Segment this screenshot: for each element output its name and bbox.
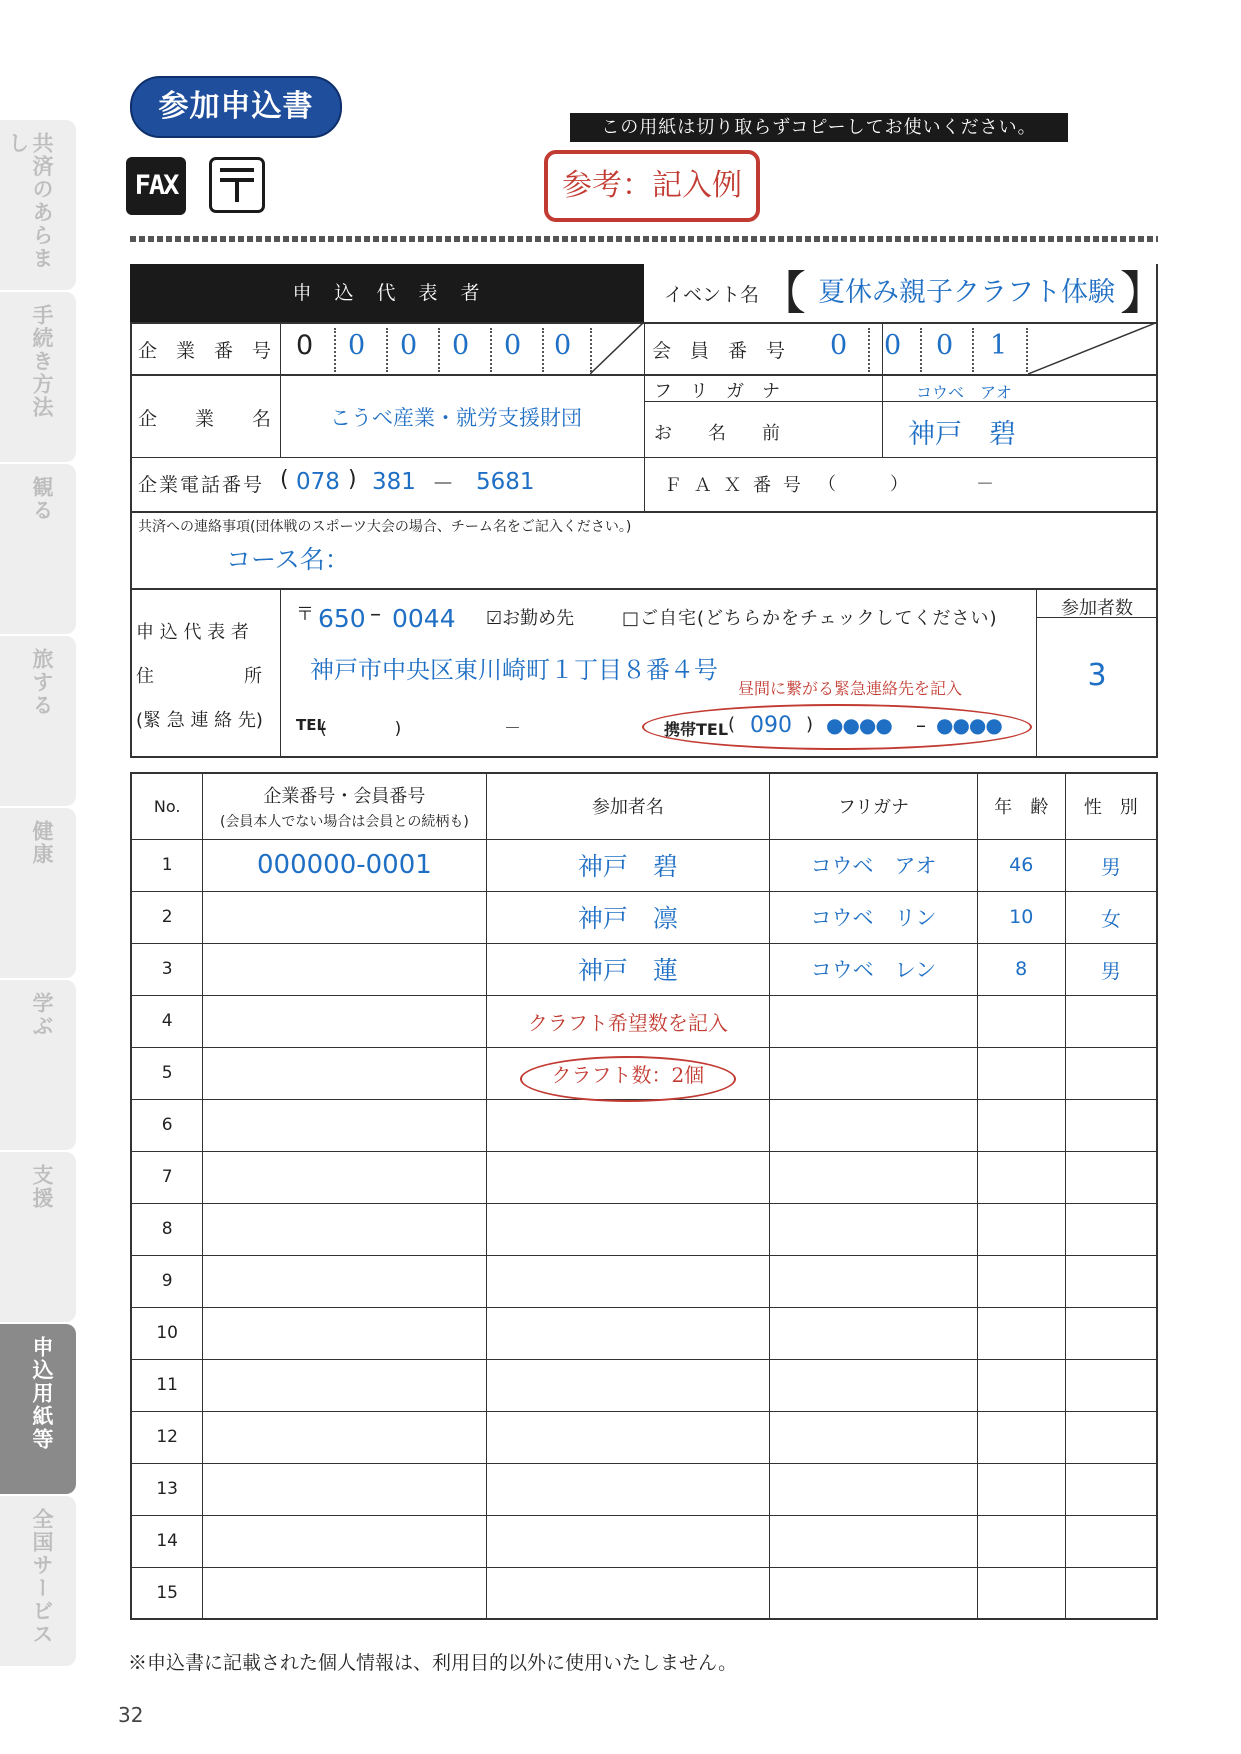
event-bracket-left: 【 (760, 266, 806, 320)
header-id (203, 773, 486, 839)
checkbox-home[interactable]: □ご自宅(どちらかをチェックしてください) (622, 608, 998, 629)
mobile-last-value: ●●●● (936, 713, 1002, 737)
craft-count-oval (520, 1056, 736, 1102)
participant-kana: コウベ レン (770, 943, 978, 995)
participant-row (131, 891, 1157, 943)
participant-id (203, 943, 486, 995)
participant-row (131, 1203, 1157, 1255)
participant-id (203, 1203, 486, 1255)
member-no-slash (1028, 322, 1158, 374)
side-tab-5[interactable] (0, 808, 76, 978)
participants-count-value: 3 (1087, 658, 1107, 693)
participant-name: 神戸 蓮 (486, 943, 770, 995)
participant-id (203, 1307, 486, 1359)
participant-name: クラフト希望数を記入 (486, 995, 770, 1047)
participant-id (203, 1359, 486, 1411)
participant-kana (770, 1151, 978, 1203)
header-no: No. (131, 773, 203, 839)
participant-kana (770, 1255, 978, 1307)
side-tab-label: 申込用紙等 (30, 1336, 54, 1451)
company-tel-label: 企業電話番号 (138, 474, 265, 496)
participant-sex (1065, 995, 1157, 1047)
participant-row (131, 1463, 1157, 1515)
fax-no-label: Ｆ Ａ Ｘ 番 号 (664, 475, 804, 496)
header-name: 参加者名 (486, 773, 770, 839)
participant-id (203, 1255, 486, 1307)
mobile-label: 携帯TEL (664, 720, 729, 739)
participant-name (486, 1359, 770, 1411)
participant-no: 14 (131, 1515, 203, 1567)
mobile-dash: – (916, 713, 926, 737)
participant-sex (1065, 1567, 1157, 1619)
header-id-title: 企業番号・会員番号 (263, 785, 426, 807)
participant-kana (770, 1359, 978, 1411)
participant-age (977, 1515, 1065, 1567)
participant-name: 神戸 凛 (486, 891, 770, 943)
tel-close-paren: ) (348, 467, 357, 492)
tel-small-label: TEL (296, 716, 327, 734)
participant-age (977, 1203, 1065, 1255)
side-tab-label: 手続き方法 (30, 304, 54, 419)
postal-mark: 〒 (296, 604, 314, 625)
participant-name (486, 1567, 770, 1619)
representative-section (130, 264, 1166, 758)
postal-code-2: 0044 (392, 604, 456, 633)
cut-line (130, 236, 1158, 242)
header-age: 年 齢 (977, 773, 1065, 839)
postal-dash: – (370, 602, 381, 627)
participant-sex (1065, 1099, 1157, 1151)
participant-age: 46 (977, 839, 1065, 891)
participant-kana (770, 1463, 978, 1515)
participant-name (486, 1411, 770, 1463)
company-no-digit-2: 0 (400, 330, 418, 361)
participant-id (203, 891, 486, 943)
tel-last-value: 5681 (476, 469, 535, 495)
participant-no: 3 (131, 943, 203, 995)
participant-kana (770, 1099, 978, 1151)
page-number: 32 (118, 1703, 144, 1727)
participant-age: 10 (977, 891, 1065, 943)
participant-no: 5 (131, 1047, 203, 1099)
company-no-digit-3: 0 (452, 330, 470, 361)
tel-dash: － (432, 472, 455, 497)
participant-kana (770, 1307, 978, 1359)
example-label: 参考：記入例 (562, 168, 742, 203)
participant-row (131, 1567, 1157, 1619)
side-tab-3[interactable] (0, 464, 76, 634)
name-label: お 名 前 (654, 423, 780, 444)
side-tab-2[interactable] (0, 292, 76, 462)
participants-table (130, 772, 1158, 1620)
participant-name: 神戸 碧 (486, 839, 770, 891)
side-tab-1[interactable] (0, 120, 76, 290)
participant-row (131, 1515, 1157, 1567)
fax-no-paren: （ ） (818, 474, 908, 495)
company-name-value: こうべ産業・就労支援財団 (330, 406, 582, 430)
participant-no: 15 (131, 1567, 203, 1619)
postal-mark-icon (209, 157, 265, 213)
side-tab-9[interactable] (0, 1496, 76, 1666)
member-no-digit-0: 0 (830, 330, 848, 361)
participant-sex (1065, 1463, 1157, 1515)
side-tab-label: 全国サービス (30, 1508, 54, 1646)
participant-kana: コウベ リン (770, 891, 978, 943)
contact-label: 共済への連絡事項(団体戦のスポーツ大会の場合、チーム名をご記入ください。) (138, 519, 632, 535)
participant-kana (770, 1411, 978, 1463)
participant-sex (1065, 1307, 1157, 1359)
side-tab-label: 共済のあらまし (5, 132, 54, 270)
furigana-label: フ リ ガ ナ (654, 381, 780, 402)
participant-kana (770, 1515, 978, 1567)
participant-no: 4 (131, 995, 203, 1047)
participant-sex (1065, 1047, 1157, 1099)
participant-age (977, 1359, 1065, 1411)
participant-name (486, 1515, 770, 1567)
participant-age (977, 1047, 1065, 1099)
name-value: 神戸 碧 (908, 419, 1016, 450)
rep-heading (130, 264, 644, 322)
participant-sex (1065, 1203, 1157, 1255)
postal-code-1: 650 (318, 604, 366, 633)
participant-age (977, 1411, 1065, 1463)
company-name-label: 企 業 名 (138, 408, 272, 430)
participant-row (131, 995, 1157, 1047)
mobile-close-paren: ) (806, 714, 814, 735)
participant-row (131, 839, 1157, 891)
address-label-1: 申 込 代 表 者 (136, 622, 249, 643)
participant-no: 10 (131, 1307, 203, 1359)
participant-no: 9 (131, 1255, 203, 1307)
participant-row (131, 1307, 1157, 1359)
participant-name (486, 1307, 770, 1359)
participant-name (486, 1203, 770, 1255)
event-label: イベント名 (664, 284, 760, 306)
participant-id (203, 1151, 486, 1203)
participant-no: 8 (131, 1203, 203, 1255)
fax-icon-label: FAX (134, 170, 178, 201)
example-box (544, 150, 760, 222)
participant-id (203, 995, 486, 1047)
checkbox-work[interactable]: ☑お勤め先 (486, 608, 575, 629)
participant-sex (1065, 1411, 1157, 1463)
mobile-area-value: 090 (750, 713, 792, 738)
company-no-digit-0: 0 (296, 330, 314, 361)
participant-id (203, 1099, 486, 1151)
side-tab-label: 支援 (30, 1164, 54, 1210)
participant-sex (1065, 1515, 1157, 1567)
event-bracket-right: 】 (1120, 266, 1166, 320)
participant-id (203, 1047, 486, 1099)
participant-sex: 女 (1065, 891, 1157, 943)
participant-sex: 男 (1065, 943, 1157, 995)
member-no-digit-1: 0 (884, 330, 902, 361)
participant-no: 1 (131, 839, 203, 891)
header-kana: フリガナ (770, 773, 978, 839)
participant-name (486, 1099, 770, 1151)
rep-heading-text: 申 込 代 表 者 (292, 282, 482, 304)
address-label-3: (緊 急 連 絡 先) (136, 710, 263, 731)
participant-age (977, 1307, 1065, 1359)
header-sex: 性 別 (1065, 773, 1157, 839)
participant-age (977, 1567, 1065, 1619)
participants-count-label: 参加者数 (1061, 598, 1133, 619)
side-tab-label: 健康 (30, 820, 54, 866)
form-title: 参加申込書 (158, 89, 314, 124)
furigana-value: コウベ アオ (916, 383, 1012, 402)
participant-row (131, 1151, 1157, 1203)
copy-notice-text: この用紙は切り取らずコピーしてお使いください。 (601, 117, 1037, 138)
tel-mid-value: 381 (372, 469, 416, 495)
participant-age (977, 1151, 1065, 1203)
participant-id (203, 1411, 486, 1463)
header-id-note: (会員本人でない場合は会員との続柄も) (219, 813, 469, 830)
company-no-digit-5: 0 (554, 330, 572, 361)
participant-no: 13 (131, 1463, 203, 1515)
participant-kana (770, 1567, 978, 1619)
side-tab-7[interactable] (0, 1152, 76, 1322)
mobile-mid-value: ●●●● (826, 713, 892, 737)
mobile-open-paren: ( (728, 714, 736, 735)
participant-id (203, 1567, 486, 1619)
privacy-note: ※申込書に記載された個人情報は、利用目的以外に使用いたしません。 (128, 1652, 738, 1674)
participant-age (977, 995, 1065, 1047)
company-no-digit-4: 0 (504, 330, 522, 361)
fax-icon (126, 157, 186, 215)
participant-sex (1065, 1255, 1157, 1307)
participant-row (131, 1255, 1157, 1307)
participant-row (131, 943, 1157, 995)
participant-no: 2 (131, 891, 203, 943)
course-label: コース名： (226, 545, 350, 574)
form-title-badge (130, 76, 342, 138)
participant-id: 000000-0001 (203, 839, 486, 891)
participant-no: 6 (131, 1099, 203, 1151)
participant-row (131, 1099, 1157, 1151)
member-no-label: 会 員 番 号 (652, 340, 786, 362)
company-no-label: 企 業 番 号 (138, 340, 272, 362)
participant-kana (770, 1047, 978, 1099)
participant-row (131, 1359, 1157, 1411)
side-tab-6[interactable] (0, 980, 76, 1150)
fax-no-dash: － (976, 474, 994, 495)
side-tab-8[interactable] (0, 1324, 76, 1494)
emergency-note: 昼間に繋がる緊急連絡先を記入 (738, 679, 963, 698)
participant-no: 11 (131, 1359, 203, 1411)
copy-notice (570, 113, 1068, 142)
participant-age: 8 (977, 943, 1065, 995)
tel-area-value: 078 (296, 469, 340, 495)
tel-open-paren: ( (280, 467, 289, 492)
participant-sex: 男 (1065, 839, 1157, 891)
side-tab-4[interactable] (0, 636, 76, 806)
event-name: 夏休み親子クラフト体験 (818, 277, 1115, 308)
address-label-2: 住 所 (136, 666, 262, 687)
company-no-slash (590, 322, 644, 374)
participant-age (977, 1463, 1065, 1515)
participant-age (977, 1099, 1065, 1151)
company-no-digit-1: 0 (348, 330, 366, 361)
participant-kana: コウベ アオ (770, 839, 978, 891)
participant-no: 7 (131, 1151, 203, 1203)
address-value: 神戸市中央区東川崎町１丁目８番４号 (310, 656, 718, 684)
side-tab-label: 学ぶ (30, 992, 54, 1038)
home-tel-dash: － (504, 719, 521, 739)
member-no-digit-2: 0 (936, 330, 954, 361)
participant-name (486, 1463, 770, 1515)
participant-name (486, 1151, 770, 1203)
side-tab-label: 観る (30, 476, 54, 522)
participant-kana (770, 1203, 978, 1255)
participant-name (486, 1255, 770, 1307)
participant-name: クラフト数：2個 (486, 1047, 770, 1099)
participants-header-row (131, 773, 1157, 839)
participant-id (203, 1515, 486, 1567)
side-tab-label: 旅する (30, 648, 54, 717)
participant-age (977, 1255, 1065, 1307)
participant-sex (1065, 1359, 1157, 1411)
participant-row (131, 1411, 1157, 1463)
member-no-digit-3: 1 (990, 330, 1008, 361)
participant-no: 12 (131, 1411, 203, 1463)
participant-sex (1065, 1151, 1157, 1203)
participant-id (203, 1463, 486, 1515)
participant-kana (770, 995, 978, 1047)
home-tel-paren: ( ) (320, 719, 402, 739)
